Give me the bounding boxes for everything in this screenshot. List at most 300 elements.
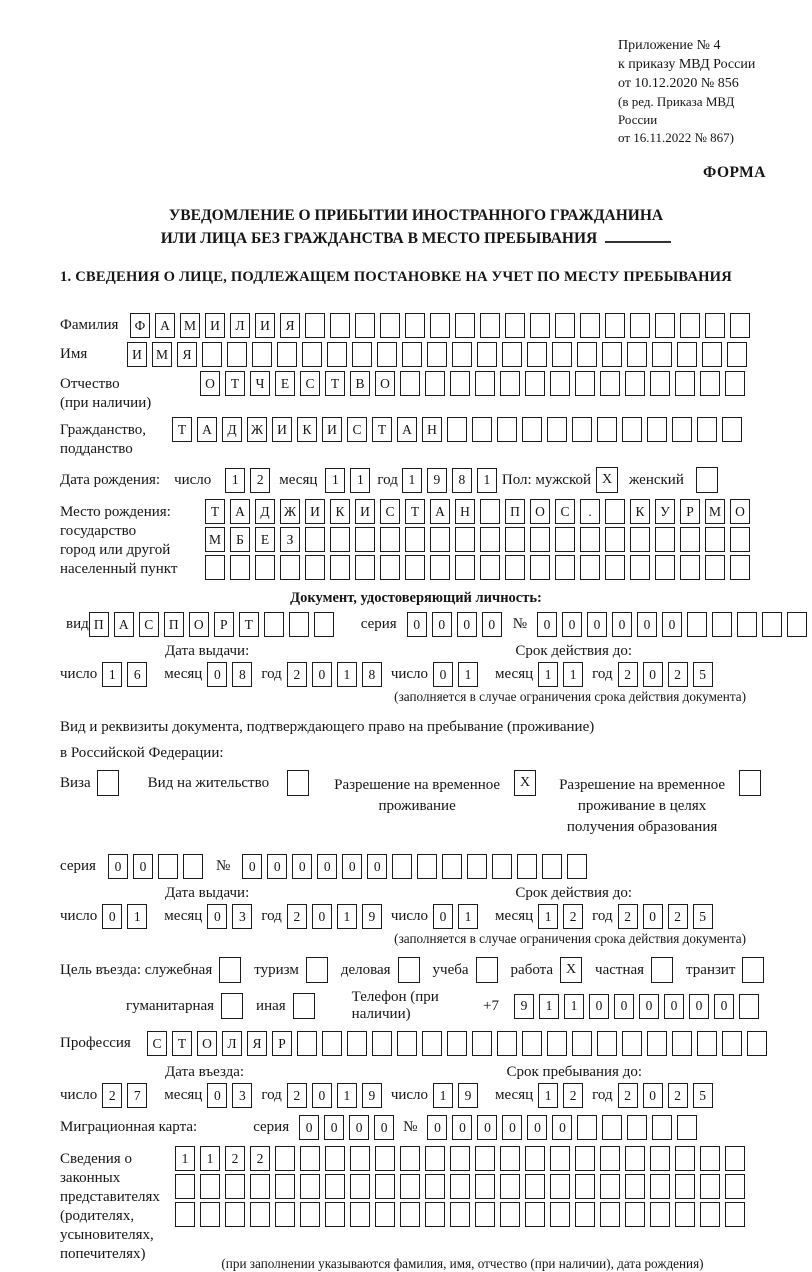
char-cell[interactable]: [442, 854, 462, 879]
char-cell[interactable]: [380, 527, 400, 552]
char-cell[interactable]: 1: [539, 994, 559, 1019]
char-cell[interactable]: [475, 1174, 495, 1199]
char-cell[interactable]: 2: [563, 904, 583, 929]
char-cell[interactable]: [476, 957, 498, 983]
char-cell[interactable]: [205, 555, 225, 580]
char-cell[interactable]: Д: [222, 417, 242, 442]
char-cell[interactable]: [712, 612, 732, 637]
char-cell[interactable]: 0: [102, 904, 122, 929]
char-cell[interactable]: А: [155, 313, 175, 338]
char-cell[interactable]: [300, 1146, 320, 1171]
char-cell[interactable]: [355, 313, 375, 338]
char-cell[interactable]: С: [300, 371, 320, 396]
char-cell[interactable]: 1: [337, 904, 357, 929]
char-cell[interactable]: [575, 1202, 595, 1227]
char-cell[interactable]: [400, 1174, 420, 1199]
char-cell[interactable]: М: [180, 313, 200, 338]
char-cell[interactable]: [477, 342, 497, 367]
char-cell[interactable]: Е: [255, 527, 275, 552]
char-cell[interactable]: [627, 342, 647, 367]
char-cell[interactable]: А: [430, 499, 450, 524]
char-cell[interactable]: [289, 612, 309, 637]
char-cell[interactable]: [555, 313, 575, 338]
char-cell[interactable]: 9: [427, 468, 447, 493]
char-cell[interactable]: 0: [374, 1115, 394, 1140]
char-cell[interactable]: 0: [562, 612, 582, 637]
char-cell[interactable]: 1: [402, 468, 422, 493]
char-cell[interactable]: 2: [563, 1083, 583, 1108]
char-cell[interactable]: [505, 527, 525, 552]
char-cell[interactable]: [400, 371, 420, 396]
char-cell[interactable]: [500, 1202, 520, 1227]
char-cell[interactable]: [680, 527, 700, 552]
char-cell[interactable]: [221, 993, 243, 1019]
char-cell[interactable]: [580, 555, 600, 580]
char-cell[interactable]: [350, 1146, 370, 1171]
char-cell[interactable]: [322, 1031, 342, 1056]
char-cell[interactable]: 1: [538, 662, 558, 687]
char-cell[interactable]: [375, 1174, 395, 1199]
char-cell[interactable]: 2: [618, 1083, 638, 1108]
char-cell[interactable]: С: [147, 1031, 167, 1056]
char-cell[interactable]: 0: [207, 1083, 227, 1108]
char-cell[interactable]: [650, 1146, 670, 1171]
char-cell[interactable]: [372, 1031, 392, 1056]
char-cell[interactable]: [705, 313, 725, 338]
char-cell[interactable]: [330, 527, 350, 552]
char-cell[interactable]: [225, 1202, 245, 1227]
char-cell[interactable]: И: [305, 499, 325, 524]
char-cell[interactable]: .: [580, 499, 600, 524]
char-cell[interactable]: [730, 313, 750, 338]
char-cell[interactable]: [652, 342, 672, 367]
char-cell[interactable]: [542, 854, 562, 879]
char-cell[interactable]: [405, 555, 425, 580]
char-cell[interactable]: [305, 555, 325, 580]
char-cell[interactable]: [425, 371, 445, 396]
char-cell[interactable]: [572, 417, 592, 442]
char-cell[interactable]: Я: [247, 1031, 267, 1056]
char-cell[interactable]: К: [330, 499, 350, 524]
char-cell[interactable]: [350, 1202, 370, 1227]
char-cell[interactable]: 1: [458, 904, 478, 929]
char-cell[interactable]: [480, 313, 500, 338]
char-cell[interactable]: 0: [552, 1115, 572, 1140]
char-cell[interactable]: [722, 1031, 742, 1056]
char-cell[interactable]: А: [397, 417, 417, 442]
char-cell[interactable]: [605, 313, 625, 338]
char-cell[interactable]: [630, 555, 650, 580]
char-cell[interactable]: 0: [477, 1115, 497, 1140]
char-cell[interactable]: [550, 1202, 570, 1227]
char-cell[interactable]: 0: [207, 662, 227, 687]
char-cell[interactable]: 2: [668, 904, 688, 929]
char-cell[interactable]: 0: [643, 662, 663, 687]
char-cell[interactable]: [183, 854, 203, 879]
char-cell[interactable]: 2: [668, 662, 688, 687]
char-cell[interactable]: [550, 1174, 570, 1199]
char-cell[interactable]: [700, 371, 720, 396]
char-cell[interactable]: [505, 313, 525, 338]
char-cell[interactable]: 1: [102, 662, 122, 687]
char-cell[interactable]: 0: [433, 904, 453, 929]
char-cell[interactable]: [447, 1031, 467, 1056]
char-cell[interactable]: [650, 1202, 670, 1227]
char-cell[interactable]: 0: [433, 662, 453, 687]
char-cell[interactable]: 0: [133, 854, 153, 879]
char-cell[interactable]: [727, 342, 747, 367]
char-cell[interactable]: [547, 417, 567, 442]
char-cell[interactable]: [300, 1174, 320, 1199]
char-cell[interactable]: И: [255, 313, 275, 338]
char-cell[interactable]: [630, 527, 650, 552]
char-cell[interactable]: [680, 313, 700, 338]
char-cell[interactable]: [625, 1146, 645, 1171]
char-cell[interactable]: Л: [222, 1031, 242, 1056]
char-cell[interactable]: [700, 1202, 720, 1227]
char-cell[interactable]: 0: [614, 994, 634, 1019]
char-cell[interactable]: Ф: [130, 313, 150, 338]
char-cell[interactable]: [475, 1146, 495, 1171]
char-cell[interactable]: Я: [280, 313, 300, 338]
char-cell[interactable]: К: [297, 417, 317, 442]
char-cell[interactable]: 9: [458, 1083, 478, 1108]
char-cell[interactable]: [700, 1174, 720, 1199]
char-cell[interactable]: [397, 1031, 417, 1056]
char-cell[interactable]: 0: [502, 1115, 522, 1140]
char-cell[interactable]: 1: [458, 662, 478, 687]
char-cell[interactable]: [525, 371, 545, 396]
char-cell[interactable]: С: [380, 499, 400, 524]
char-cell[interactable]: А: [114, 612, 134, 637]
char-cell[interactable]: [605, 499, 625, 524]
char-cell[interactable]: [398, 957, 420, 983]
char-cell[interactable]: [325, 1146, 345, 1171]
char-cell[interactable]: О: [189, 612, 209, 637]
char-cell[interactable]: [219, 957, 241, 983]
char-cell[interactable]: П: [505, 499, 525, 524]
char-cell[interactable]: [230, 555, 250, 580]
char-cell[interactable]: 2: [618, 904, 638, 929]
char-cell[interactable]: П: [89, 612, 109, 637]
char-cell[interactable]: [175, 1174, 195, 1199]
char-cell[interactable]: [525, 1146, 545, 1171]
char-cell[interactable]: [605, 555, 625, 580]
char-cell[interactable]: 0: [207, 904, 227, 929]
char-cell[interactable]: [293, 993, 315, 1019]
char-cell[interactable]: 1: [325, 468, 345, 493]
char-cell[interactable]: Ж: [280, 499, 300, 524]
char-cell[interactable]: [422, 1031, 442, 1056]
char-cell[interactable]: 0: [452, 1115, 472, 1140]
char-cell[interactable]: [652, 1115, 672, 1140]
char-cell[interactable]: П: [164, 612, 184, 637]
char-cell[interactable]: [722, 417, 742, 442]
char-cell[interactable]: [455, 527, 475, 552]
char-cell[interactable]: [575, 371, 595, 396]
char-cell[interactable]: [500, 1174, 520, 1199]
char-cell[interactable]: 0: [312, 662, 332, 687]
char-cell[interactable]: [650, 1174, 670, 1199]
char-cell[interactable]: И: [272, 417, 292, 442]
char-cell[interactable]: [672, 1031, 692, 1056]
char-cell[interactable]: [252, 342, 272, 367]
char-cell[interactable]: [472, 417, 492, 442]
char-cell[interactable]: 0: [482, 612, 502, 637]
char-cell[interactable]: 0: [407, 612, 427, 637]
char-cell[interactable]: 0: [349, 1115, 369, 1140]
char-cell[interactable]: [605, 527, 625, 552]
char-cell[interactable]: 8: [452, 468, 472, 493]
char-cell[interactable]: [672, 417, 692, 442]
char-cell[interactable]: 6: [127, 662, 147, 687]
char-cell[interactable]: 3: [232, 904, 252, 929]
char-cell[interactable]: [655, 527, 675, 552]
char-cell[interactable]: Т: [225, 371, 245, 396]
char-cell[interactable]: [277, 342, 297, 367]
char-cell[interactable]: И: [355, 499, 375, 524]
char-cell[interactable]: [175, 1202, 195, 1227]
char-cell[interactable]: 0: [324, 1115, 344, 1140]
char-cell[interactable]: Л: [230, 313, 250, 338]
char-cell[interactable]: [675, 1174, 695, 1199]
char-cell[interactable]: [705, 527, 725, 552]
char-cell[interactable]: [158, 854, 178, 879]
char-cell[interactable]: М: [152, 342, 172, 367]
char-cell[interactable]: [577, 342, 597, 367]
char-cell[interactable]: 1: [564, 994, 584, 1019]
char-cell[interactable]: [314, 612, 334, 637]
char-cell[interactable]: 0: [108, 854, 128, 879]
char-cell[interactable]: О: [730, 499, 750, 524]
char-cell[interactable]: 0: [432, 612, 452, 637]
char-cell[interactable]: 9: [362, 1083, 382, 1108]
char-cell[interactable]: [600, 1174, 620, 1199]
char-cell[interactable]: 0: [612, 612, 632, 637]
char-cell[interactable]: [255, 555, 275, 580]
char-cell[interactable]: [250, 1202, 270, 1227]
char-cell[interactable]: [200, 1202, 220, 1227]
char-cell[interactable]: [392, 854, 412, 879]
char-cell[interactable]: Т: [172, 417, 192, 442]
char-cell[interactable]: [625, 371, 645, 396]
char-cell[interactable]: [475, 1202, 495, 1227]
char-cell[interactable]: [655, 313, 675, 338]
char-cell[interactable]: [555, 527, 575, 552]
char-cell[interactable]: [702, 342, 722, 367]
char-cell[interactable]: 0: [317, 854, 337, 879]
char-cell[interactable]: [517, 854, 537, 879]
char-cell[interactable]: [405, 527, 425, 552]
char-cell[interactable]: [725, 371, 745, 396]
char-cell[interactable]: [647, 1031, 667, 1056]
char-cell[interactable]: Ч: [250, 371, 270, 396]
char-cell[interactable]: Т: [372, 417, 392, 442]
char-cell[interactable]: [250, 1174, 270, 1199]
char-cell[interactable]: 1: [225, 468, 245, 493]
char-cell[interactable]: [725, 1146, 745, 1171]
char-cell[interactable]: 3: [232, 1083, 252, 1108]
char-cell[interactable]: [377, 342, 397, 367]
char-cell[interactable]: [472, 1031, 492, 1056]
char-cell[interactable]: О: [200, 371, 220, 396]
char-cell[interactable]: Т: [239, 612, 259, 637]
char-cell[interactable]: [305, 527, 325, 552]
char-cell[interactable]: [352, 342, 372, 367]
char-cell[interactable]: [675, 1146, 695, 1171]
char-cell[interactable]: [325, 1202, 345, 1227]
char-cell[interactable]: 5: [693, 662, 713, 687]
char-cell[interactable]: 0: [342, 854, 362, 879]
char-cell[interactable]: [675, 371, 695, 396]
char-cell[interactable]: Б: [230, 527, 250, 552]
char-cell[interactable]: 1: [433, 1083, 453, 1108]
char-cell[interactable]: [427, 342, 447, 367]
char-cell[interactable]: [325, 1174, 345, 1199]
char-cell[interactable]: 2: [618, 662, 638, 687]
char-cell[interactable]: Ж: [247, 417, 267, 442]
char-cell[interactable]: [730, 527, 750, 552]
char-cell[interactable]: [502, 342, 522, 367]
char-cell[interactable]: А: [197, 417, 217, 442]
char-cell[interactable]: 7: [127, 1083, 147, 1108]
char-cell[interactable]: [742, 957, 764, 983]
char-cell[interactable]: [280, 555, 300, 580]
char-cell[interactable]: [696, 467, 718, 493]
char-cell[interactable]: [305, 313, 325, 338]
char-cell[interactable]: 0: [537, 612, 557, 637]
char-cell[interactable]: [600, 1202, 620, 1227]
char-cell[interactable]: 2: [225, 1146, 245, 1171]
char-cell[interactable]: 9: [362, 904, 382, 929]
char-cell[interactable]: У: [655, 499, 675, 524]
char-cell[interactable]: [380, 313, 400, 338]
char-cell[interactable]: [492, 854, 512, 879]
char-cell[interactable]: [475, 371, 495, 396]
char-cell[interactable]: [275, 1146, 295, 1171]
char-cell[interactable]: [677, 342, 697, 367]
char-cell[interactable]: [575, 1146, 595, 1171]
char-cell[interactable]: М: [205, 527, 225, 552]
char-cell[interactable]: 1: [538, 1083, 558, 1108]
char-cell[interactable]: 2: [287, 662, 307, 687]
char-cell[interactable]: [505, 555, 525, 580]
char-cell[interactable]: Я: [177, 342, 197, 367]
char-cell[interactable]: [430, 555, 450, 580]
char-cell[interactable]: [677, 1115, 697, 1140]
char-cell[interactable]: 2: [102, 1083, 122, 1108]
char-cell[interactable]: Р: [214, 612, 234, 637]
char-cell[interactable]: [302, 342, 322, 367]
char-cell[interactable]: [600, 371, 620, 396]
char-cell[interactable]: [306, 957, 328, 983]
char-cell[interactable]: Т: [405, 499, 425, 524]
char-cell[interactable]: С: [347, 417, 367, 442]
char-cell[interactable]: В: [350, 371, 370, 396]
char-cell[interactable]: И: [205, 313, 225, 338]
char-cell[interactable]: 1: [127, 904, 147, 929]
char-cell[interactable]: 0: [292, 854, 312, 879]
char-cell[interactable]: [527, 342, 547, 367]
char-cell[interactable]: [687, 612, 707, 637]
char-cell[interactable]: [567, 854, 587, 879]
char-cell[interactable]: X: [596, 467, 618, 493]
char-cell[interactable]: О: [375, 371, 395, 396]
char-cell[interactable]: [651, 957, 673, 983]
char-cell[interactable]: Н: [422, 417, 442, 442]
char-cell[interactable]: [264, 612, 284, 637]
char-cell[interactable]: [730, 555, 750, 580]
char-cell[interactable]: [522, 417, 542, 442]
char-cell[interactable]: [625, 1202, 645, 1227]
char-cell[interactable]: [450, 371, 470, 396]
char-cell[interactable]: 2: [287, 1083, 307, 1108]
char-cell[interactable]: [97, 770, 119, 796]
char-cell[interactable]: Н: [455, 499, 475, 524]
char-cell[interactable]: О: [197, 1031, 217, 1056]
char-cell[interactable]: [347, 1031, 367, 1056]
char-cell[interactable]: [400, 1202, 420, 1227]
char-cell[interactable]: [425, 1146, 445, 1171]
char-cell[interactable]: [530, 313, 550, 338]
char-cell[interactable]: 1: [350, 468, 370, 493]
char-cell[interactable]: М: [705, 499, 725, 524]
char-cell[interactable]: [402, 342, 422, 367]
char-cell[interactable]: [575, 1174, 595, 1199]
char-cell[interactable]: [447, 417, 467, 442]
char-cell[interactable]: [455, 555, 475, 580]
char-cell[interactable]: 0: [242, 854, 262, 879]
char-cell[interactable]: 0: [689, 994, 709, 1019]
char-cell[interactable]: Т: [325, 371, 345, 396]
char-cell[interactable]: 2: [250, 468, 270, 493]
char-cell[interactable]: [622, 417, 642, 442]
char-cell[interactable]: 1: [563, 662, 583, 687]
char-cell[interactable]: [787, 612, 807, 637]
char-cell[interactable]: 1: [477, 468, 497, 493]
char-cell[interactable]: [405, 313, 425, 338]
char-cell[interactable]: 0: [643, 904, 663, 929]
char-cell[interactable]: [430, 313, 450, 338]
char-cell[interactable]: 0: [637, 612, 657, 637]
char-cell[interactable]: 0: [267, 854, 287, 879]
char-cell[interactable]: С: [555, 499, 575, 524]
char-cell[interactable]: [425, 1174, 445, 1199]
char-cell[interactable]: [202, 342, 222, 367]
char-cell[interactable]: [739, 994, 759, 1019]
char-cell[interactable]: [227, 342, 247, 367]
char-cell[interactable]: [625, 1174, 645, 1199]
char-cell[interactable]: [550, 371, 570, 396]
char-cell[interactable]: [530, 555, 550, 580]
char-cell[interactable]: 1: [175, 1146, 195, 1171]
char-cell[interactable]: [555, 555, 575, 580]
char-cell[interactable]: 0: [587, 612, 607, 637]
char-cell[interactable]: [330, 555, 350, 580]
char-cell[interactable]: [655, 555, 675, 580]
char-cell[interactable]: Р: [680, 499, 700, 524]
char-cell[interactable]: [275, 1174, 295, 1199]
char-cell[interactable]: Е: [275, 371, 295, 396]
char-cell[interactable]: [200, 1174, 220, 1199]
char-cell[interactable]: Р: [272, 1031, 292, 1056]
char-cell[interactable]: О: [530, 499, 550, 524]
char-cell[interactable]: И: [127, 342, 147, 367]
char-cell[interactable]: [455, 313, 475, 338]
char-cell[interactable]: [675, 1202, 695, 1227]
char-cell[interactable]: 5: [693, 904, 713, 929]
char-cell[interactable]: X: [560, 957, 582, 983]
